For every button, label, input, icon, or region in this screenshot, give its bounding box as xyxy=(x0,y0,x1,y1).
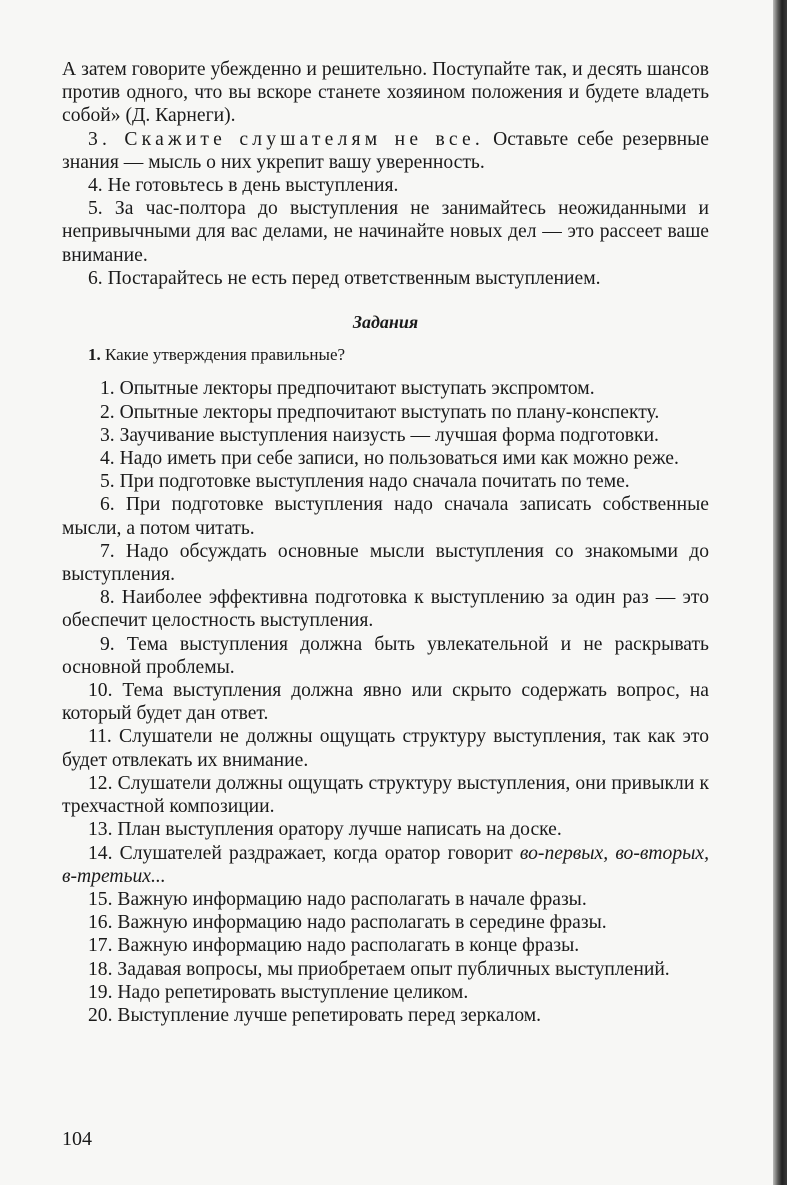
statement-13: 13. План выступления оратору лучше написать на доске. xyxy=(88,819,562,841)
statement-9: 9. Тема выступления должна быть увлекательной и не раскрывать основной проблемы. xyxy=(62,633,709,678)
statement-2: 2. Опытные лекторы предпочитают выступать по плану-конспекту. xyxy=(100,401,660,423)
statement-11: 11. Слушатели не должны ощущать структуру выступления, так как это будет отвлекать их внимание. xyxy=(62,726,709,771)
statement-15: 15. Важную информацию надо располагать в начале фразы. xyxy=(88,888,587,910)
tip-item-3 xyxy=(62,128,709,174)
tip-item-3-text: Оставьте себе резервные знания — мысль о них укрепит вашу уверенность. xyxy=(62,128,709,173)
statement-8: 8. Наиболее эффективна подготовка к выступлению за один раз — это обеспечит целостность выступления. xyxy=(62,587,709,632)
tip-item-3-emphasis: 3. Скажите слушателям не все. xyxy=(88,128,485,150)
statement-5: 5. При подготовке выступления надо сначала почитать по теме. xyxy=(100,471,630,493)
statement-18: 18. Задавая вопросы, мы приобретаем опыт публичных выступлений. xyxy=(88,958,670,980)
statement-20: 20. Выступление лучше репетировать перед зеркалом. xyxy=(88,1004,542,1026)
statement-14-italic: во-первых, во-вторых, в-третьих... xyxy=(62,842,709,887)
section-heading: Задания xyxy=(352,312,419,333)
statement-19: 19. Надо репетировать выступление целиком. xyxy=(88,981,469,1003)
statement-14-text: 14. Слушателей раздражает, когда оратор говорит xyxy=(88,842,520,864)
task-question-number: 1. xyxy=(88,345,101,365)
statement-3: 3. Заучивание выступления наизусть — лучшая форма подготовки. xyxy=(100,424,659,446)
page-binding-edge xyxy=(773,0,787,1185)
tip-item-5: 5. За час-полтора до выступления не занимайтесь неожиданными и непривычными для вас делами, не начинайте новых дел — это рассеет ваше внимание. xyxy=(62,198,709,266)
statement-16: 16. Важную информацию надо располагать в середине фразы. xyxy=(88,912,607,934)
page-number: 104 xyxy=(62,1128,92,1150)
tip-item-4: 4. Не готовьтесь в день выступления. xyxy=(88,175,399,197)
task-question-text: Какие утверждения правильные? xyxy=(100,345,346,365)
page-content xyxy=(62,58,709,1027)
statement-14 xyxy=(62,842,709,888)
task-question xyxy=(62,343,709,366)
statement-17: 17. Важную информацию надо располагать в конце фразы. xyxy=(88,935,580,957)
statement-6: 6. При подготовке выступления надо сначала записать собственные мысли, а потом читать. xyxy=(62,494,709,539)
tip-item-6: 6. Постарайтесь не есть перед ответственным выступлением. xyxy=(88,267,601,289)
intro-paragraph: А затем говорите убежденно и решительно. Поступайте так, и десять шансов против одного, что вы вскоре станете хозяином положения и будете владеть собой» (Д. Карнеги). xyxy=(62,59,709,127)
statement-12: 12. Слушатели должны ощущать структуру выступления, они привыкли к трехчастной композиции. xyxy=(62,772,709,818)
statement-4: 4. Надо иметь при себе записи, но пользоваться ими как можно реже. xyxy=(100,448,679,470)
statement-7: 7. Надо обсуждать основные мысли выступления со знакомыми до выступления. xyxy=(62,540,709,586)
statement-10: 10. Тема выступления должна явно или скрыто содержать вопрос, на который будет дан ответ. xyxy=(62,680,709,725)
statement-1: 1. Опытные лекторы предпочитают выступать экспромтом. xyxy=(100,378,595,400)
